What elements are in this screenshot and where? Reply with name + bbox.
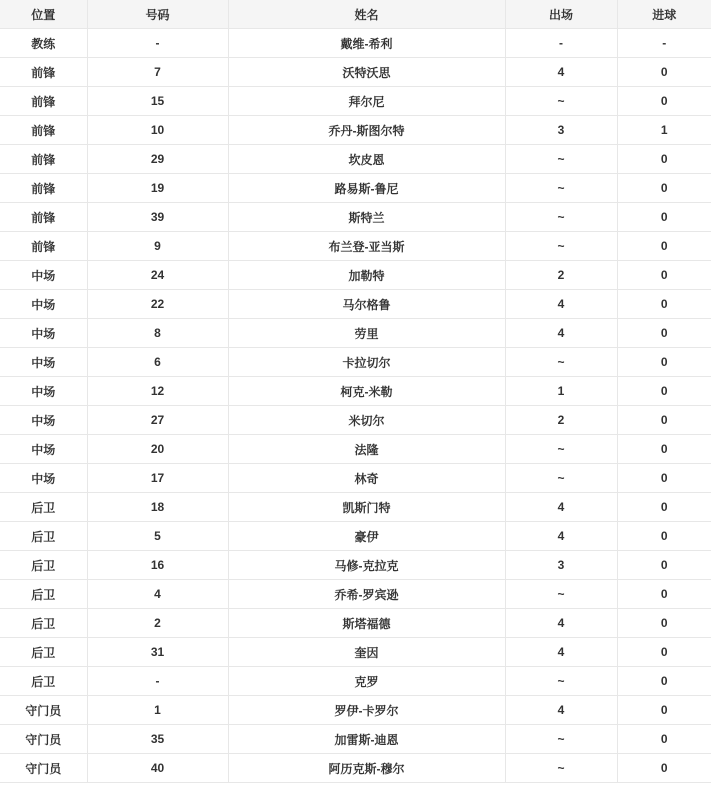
cell-position: 守门员 <box>0 754 87 783</box>
table-row <box>0 377 711 406</box>
cell-name: 乔丹-斯图尔特 <box>228 116 505 145</box>
cell-appearances: 4 <box>505 493 617 522</box>
header-row <box>0 0 711 29</box>
cell-name: 奎因 <box>228 638 505 667</box>
cell-name: 斯塔福德 <box>228 609 505 638</box>
cell-position: 中场 <box>0 406 87 435</box>
cell-goals: 0 <box>617 493 711 522</box>
cell-name: 布兰登-亚当斯 <box>228 232 505 261</box>
cell-name: 乔希-罗宾逊 <box>228 580 505 609</box>
cell-position: 前锋 <box>0 232 87 261</box>
cell-number: 19 <box>87 174 228 203</box>
cell-number: 35 <box>87 725 228 754</box>
cell-appearances: ~ <box>505 580 617 609</box>
table-row <box>0 609 711 638</box>
cell-appearances: 4 <box>505 58 617 87</box>
cell-position: 中场 <box>0 435 87 464</box>
cell-position: 前锋 <box>0 87 87 116</box>
cell-appearances: 2 <box>505 261 617 290</box>
cell-appearances: 4 <box>505 609 617 638</box>
cell-appearances: ~ <box>505 174 617 203</box>
cell-number: 24 <box>87 261 228 290</box>
cell-position: 前锋 <box>0 58 87 87</box>
cell-number: 22 <box>87 290 228 319</box>
table-row <box>0 58 711 87</box>
cell-name: 豪伊 <box>228 522 505 551</box>
column-header-number: 号码 <box>87 0 228 29</box>
cell-number: 40 <box>87 754 228 783</box>
cell-goals: 0 <box>617 203 711 232</box>
table-row <box>0 551 711 580</box>
table-row <box>0 638 711 667</box>
cell-name: 路易斯-鲁尼 <box>228 174 505 203</box>
cell-appearances: ~ <box>505 464 617 493</box>
table-row <box>0 116 711 145</box>
cell-goals: 0 <box>617 435 711 464</box>
column-header-appearances: 出场 <box>505 0 617 29</box>
table-row <box>0 290 711 319</box>
cell-appearances: ~ <box>505 203 617 232</box>
cell-name: 米切尔 <box>228 406 505 435</box>
cell-name: 法隆 <box>228 435 505 464</box>
cell-appearances: ~ <box>505 435 617 464</box>
cell-name: 凯斯门特 <box>228 493 505 522</box>
cell-position: 后卫 <box>0 609 87 638</box>
cell-number: 17 <box>87 464 228 493</box>
table-row <box>0 145 711 174</box>
cell-appearances: 4 <box>505 522 617 551</box>
column-header-position: 位置 <box>0 0 87 29</box>
cell-number: 15 <box>87 87 228 116</box>
cell-position: 后卫 <box>0 638 87 667</box>
cell-position: 前锋 <box>0 116 87 145</box>
cell-name: 坎皮恩 <box>228 145 505 174</box>
cell-appearances: - <box>505 29 617 58</box>
cell-appearances: ~ <box>505 667 617 696</box>
cell-appearances: 4 <box>505 638 617 667</box>
cell-position: 中场 <box>0 348 87 377</box>
cell-position: 中场 <box>0 464 87 493</box>
cell-goals: 0 <box>617 87 711 116</box>
squad-table-header <box>0 0 711 29</box>
cell-name: 阿历克斯-穆尔 <box>228 754 505 783</box>
cell-name: 克罗 <box>228 667 505 696</box>
cell-goals: 0 <box>617 609 711 638</box>
cell-position: 中场 <box>0 290 87 319</box>
table-row <box>0 464 711 493</box>
cell-number: 20 <box>87 435 228 464</box>
cell-goals: 0 <box>617 406 711 435</box>
cell-number: 6 <box>87 348 228 377</box>
table-row <box>0 754 711 783</box>
cell-number: 18 <box>87 493 228 522</box>
cell-goals: 1 <box>617 116 711 145</box>
cell-position: 前锋 <box>0 145 87 174</box>
table-row <box>0 87 711 116</box>
cell-number: 27 <box>87 406 228 435</box>
cell-appearances: 3 <box>505 116 617 145</box>
cell-number: 10 <box>87 116 228 145</box>
cell-name: 戴维-希利 <box>228 29 505 58</box>
cell-number: - <box>87 29 228 58</box>
cell-appearances: ~ <box>505 725 617 754</box>
cell-number: 12 <box>87 377 228 406</box>
table-row <box>0 348 711 377</box>
cell-goals: 0 <box>617 290 711 319</box>
cell-appearances: 4 <box>505 319 617 348</box>
cell-name: 罗伊-卡罗尔 <box>228 696 505 725</box>
cell-goals: 0 <box>617 638 711 667</box>
cell-name: 卡拉切尔 <box>228 348 505 377</box>
cell-name: 马修-克拉克 <box>228 551 505 580</box>
cell-position: 后卫 <box>0 551 87 580</box>
cell-goals: 0 <box>617 319 711 348</box>
cell-position: 中场 <box>0 261 87 290</box>
cell-number: 2 <box>87 609 228 638</box>
cell-goals: 0 <box>617 348 711 377</box>
cell-name: 沃特沃思 <box>228 58 505 87</box>
table-row <box>0 696 711 725</box>
cell-position: 守门员 <box>0 696 87 725</box>
table-row <box>0 667 711 696</box>
table-row <box>0 319 711 348</box>
cell-appearances: ~ <box>505 754 617 783</box>
cell-appearances: ~ <box>505 348 617 377</box>
table-row <box>0 29 711 58</box>
table-row <box>0 725 711 754</box>
cell-goals: 0 <box>617 725 711 754</box>
cell-name: 拜尔尼 <box>228 87 505 116</box>
cell-name: 斯特兰 <box>228 203 505 232</box>
cell-goals: 0 <box>617 145 711 174</box>
cell-appearances: 4 <box>505 290 617 319</box>
cell-appearances: 2 <box>505 406 617 435</box>
cell-goals: - <box>617 29 711 58</box>
cell-position: 前锋 <box>0 203 87 232</box>
table-row <box>0 406 711 435</box>
cell-goals: 0 <box>617 580 711 609</box>
cell-position: 后卫 <box>0 522 87 551</box>
cell-position: 守门员 <box>0 725 87 754</box>
cell-name: 劳里 <box>228 319 505 348</box>
cell-goals: 0 <box>617 174 711 203</box>
cell-name: 加勒特 <box>228 261 505 290</box>
table-row <box>0 203 711 232</box>
cell-position: 中场 <box>0 377 87 406</box>
table-row <box>0 232 711 261</box>
cell-position: 前锋 <box>0 174 87 203</box>
table-row <box>0 580 711 609</box>
cell-number: 4 <box>87 580 228 609</box>
squad-table-body <box>0 29 711 783</box>
table-row <box>0 493 711 522</box>
cell-goals: 0 <box>617 754 711 783</box>
table-row <box>0 261 711 290</box>
cell-name: 柯克-米勒 <box>228 377 505 406</box>
cell-appearances: ~ <box>505 232 617 261</box>
cell-number: 8 <box>87 319 228 348</box>
table-row <box>0 522 711 551</box>
cell-appearances: 3 <box>505 551 617 580</box>
cell-goals: 0 <box>617 261 711 290</box>
column-header-goals: 进球 <box>617 0 711 29</box>
cell-goals: 0 <box>617 58 711 87</box>
cell-position: 后卫 <box>0 667 87 696</box>
cell-position: 后卫 <box>0 580 87 609</box>
cell-number: - <box>87 667 228 696</box>
cell-name: 马尔格鲁 <box>228 290 505 319</box>
cell-goals: 0 <box>617 667 711 696</box>
cell-number: 31 <box>87 638 228 667</box>
cell-position: 教练 <box>0 29 87 58</box>
cell-appearances: ~ <box>505 145 617 174</box>
cell-number: 39 <box>87 203 228 232</box>
cell-number: 16 <box>87 551 228 580</box>
table-row <box>0 174 711 203</box>
cell-appearances: 4 <box>505 696 617 725</box>
cell-goals: 0 <box>617 696 711 725</box>
cell-appearances: ~ <box>505 87 617 116</box>
cell-goals: 0 <box>617 551 711 580</box>
cell-goals: 0 <box>617 232 711 261</box>
cell-name: 加雷斯-迪恩 <box>228 725 505 754</box>
cell-appearances: 1 <box>505 377 617 406</box>
cell-goals: 0 <box>617 377 711 406</box>
cell-goals: 0 <box>617 464 711 493</box>
cell-position: 后卫 <box>0 493 87 522</box>
table-row <box>0 435 711 464</box>
column-header-name: 姓名 <box>228 0 505 29</box>
cell-position: 中场 <box>0 319 87 348</box>
cell-number: 29 <box>87 145 228 174</box>
cell-number: 5 <box>87 522 228 551</box>
cell-number: 1 <box>87 696 228 725</box>
cell-number: 7 <box>87 58 228 87</box>
cell-goals: 0 <box>617 522 711 551</box>
cell-number: 9 <box>87 232 228 261</box>
cell-name: 林奇 <box>228 464 505 493</box>
